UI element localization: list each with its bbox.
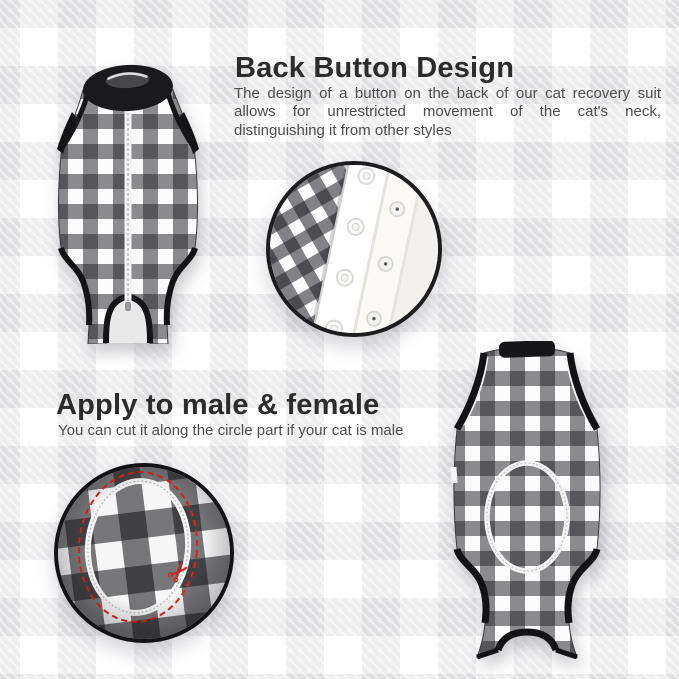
section-title-male-female: Apply to male & female (56, 389, 380, 421)
side-tag (450, 467, 457, 483)
section-description-back-button: The design of a button on the back of our cat recovery suit allows for unrestricted movement of the cat's neck, distinguishing it from other styles (234, 85, 661, 139)
section-title-back-button: Back Button Design (235, 52, 515, 84)
back-suit-photo (450, 341, 603, 659)
button-detail-photo (266, 161, 442, 337)
scissors-icon: ✂ (160, 553, 198, 591)
section-description-male-female: You can cut it along the circle part if your cat is male (58, 422, 404, 439)
front-suit-photo (53, 54, 203, 344)
zipper-pull (125, 302, 131, 311)
arch-trim (498, 632, 556, 650)
cut-detail-photo (54, 463, 234, 643)
collar (499, 341, 556, 358)
